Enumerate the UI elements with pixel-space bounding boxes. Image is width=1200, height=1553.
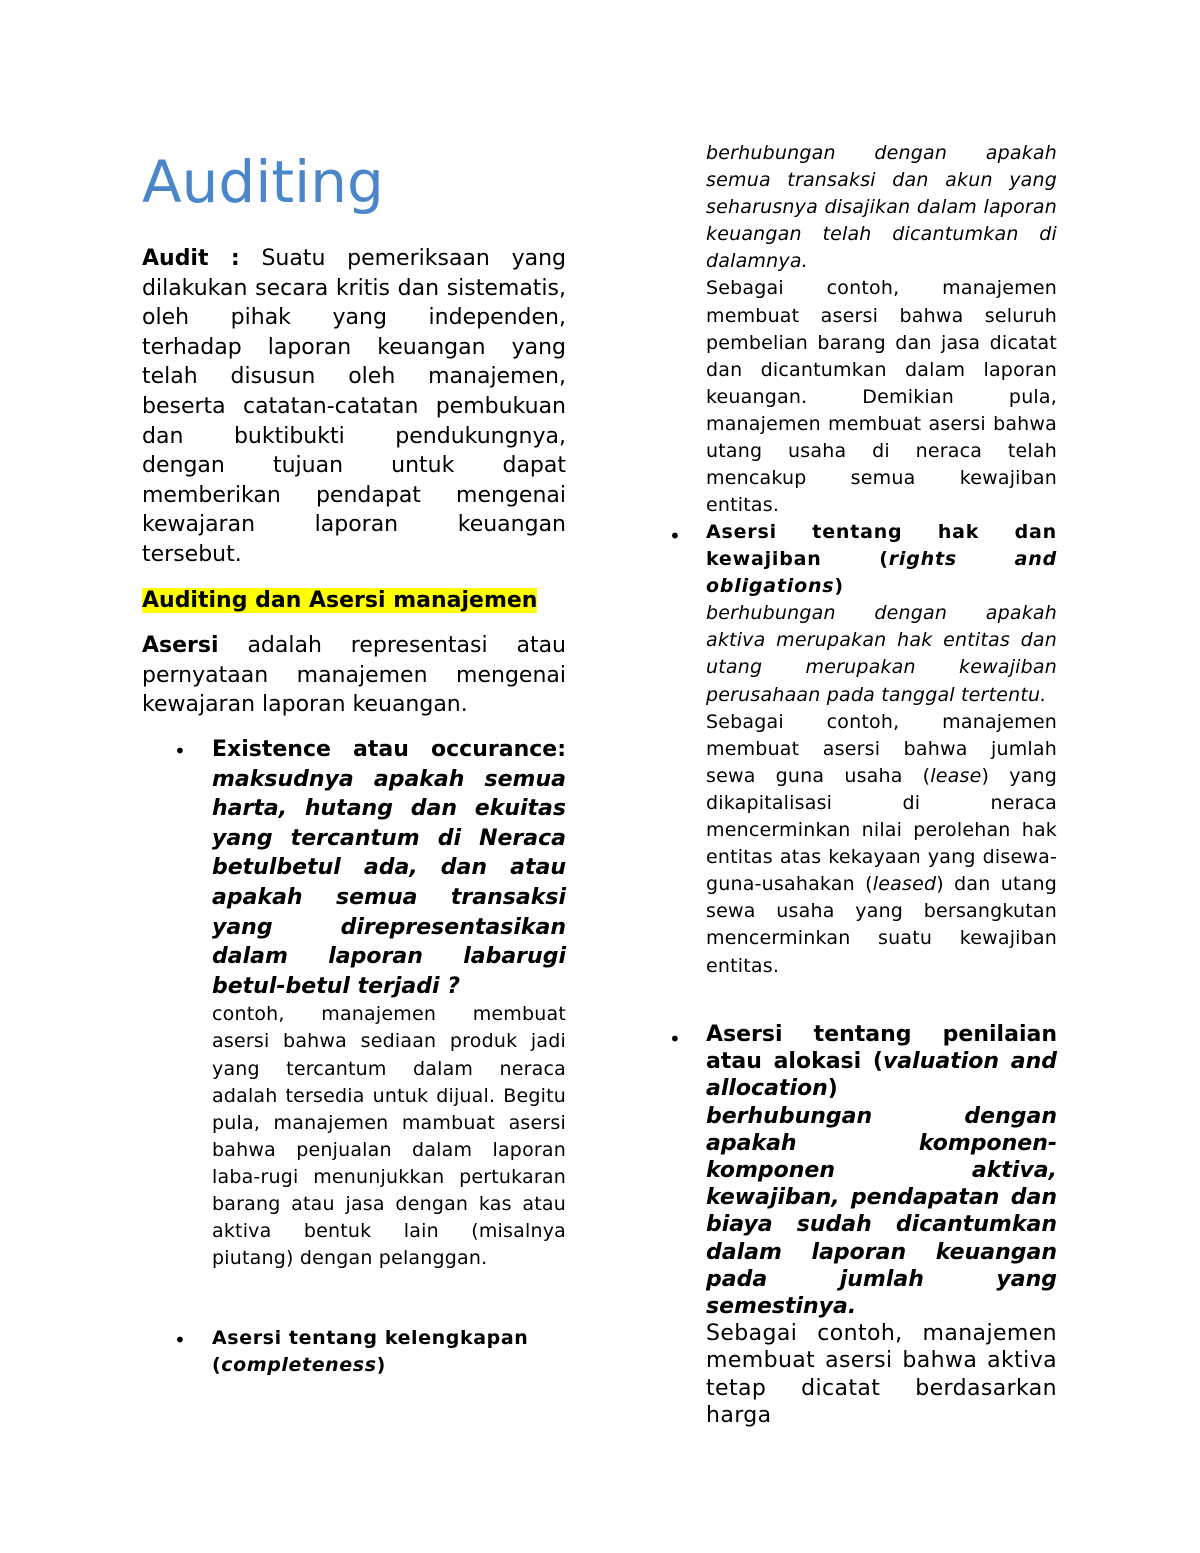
asersi-definition-text: adalah representasi atau pernyataan manajemen mengenai kewajaran laporan keuangan. <box>142 633 567 718</box>
completeness-example: Sebagai contoh, manajemen membuat asersi bahwa seluruh pembelian barang dan jasa dicatat dan dicantumkan dalam laporan keuangan. Demikian pula, manajemen membuat asersi bahwa utang usaha di neraca telah mencakup semua kewajiban entitas. <box>706 277 1057 517</box>
valuation-description: berhubungan dengan apakah komponen-komponen aktiva, kewajiban, pendapatan dan biaya sudah dicantumkan dalam laporan keuangan pada jumlah yang semestinya. <box>706 1103 1057 1320</box>
list-item-completeness <box>212 1325 566 1379</box>
bullet-icon: • <box>669 1027 681 1051</box>
bullet-icon: • <box>174 739 186 763</box>
existence-heading: Existence atau occurance: <box>212 737 566 762</box>
bullet-icon: • <box>174 1328 186 1352</box>
list-item-valuation <box>669 1021 1057 1429</box>
rights-description: berhubungan dengan apakah aktiva merupakan hak entitas dan utang merupakan kewajiban perusahaan pada tanggal tertentu. <box>706 602 1057 706</box>
valuation-term: valuation and allocation <box>706 1049 1057 1102</box>
valuation-example: Sebagai contoh, manajemen membuat asersi bahwa aktiva tetap dicatat berdasarkan harga <box>706 1321 1057 1428</box>
asersi-term: Asersi <box>142 633 219 658</box>
audit-definition-text: Suatu pemeriksaan yang dilakukan secara kritis dan sistematis, oleh pihak yang independen, terhadap laporan keuangan yang telah disusun oleh manajemen, beserta catatan-catatan pembukuan dan buktibukti pendukungnya, dengan tujuan untuk dapat memberikan pendapat mengenai kewajaran laporan keuangan tersebut. <box>142 246 566 567</box>
page-title: Auditing <box>142 148 384 216</box>
audit-term: Audit : <box>142 246 240 271</box>
valuation-heading: Asersi tentang penilaian atau alokasi (valuation and allocation) <box>706 1022 1057 1102</box>
rights-term: rights and obligations <box>706 548 1057 598</box>
rights-example: Sebagai contoh, manajemen membuat asersi bahwa jumlah sewa guna usaha (lease) yang dikapitalisasi di neraca mencerminkan nilai perolehan hak entitas atas kekayaan yang disewa-guna-usahakan (leased) dan utang sewa usaha yang bersangkutan mencerminkan suatu kewajiban entitas. <box>706 710 1057 977</box>
existence-description: maksudnya apakah semua harta, hutang dan ekuitas yang tercantum di Neraca betulbetul ada, dan atau apakah semua transaksi yang direpresentasikan dalam laporan labarugi betul-betul terjadi ? <box>212 766 566 999</box>
audit-definition <box>142 244 566 570</box>
list-item-existence <box>212 735 566 1272</box>
section-heading: Auditing dan Asersi manajemen <box>142 588 538 613</box>
existence-example: contoh, manajemen membuat asersi bahwa sediaan produk jadi yang tercantum dalam neraca adalah tersedia untuk dijual. Begitu pula, manajemen mambuat asersi bahwa penjualan dalam laporan laba-rugi menunjukkan pertukaran barang atau jasa dengan kas atau aktiva bentuk lain (misalnya piutang) dengan pelanggan. <box>212 1003 566 1270</box>
rights-heading: Asersi tentang hak dan kewajiban (rights and obligations) <box>706 521 1057 598</box>
completeness-term: completeness <box>221 1354 377 1377</box>
completeness-heading: Asersi tentang kelengkapan (completeness) <box>212 1327 529 1377</box>
list-item-rights <box>669 519 1057 980</box>
completeness-continued <box>706 140 1057 519</box>
existence-text <box>212 735 566 1001</box>
asersi-definition <box>142 631 566 720</box>
completeness-description: berhubungan dengan apakah semua transaksi dan akun yang seharusnya disajikan dalam laporan keuangan telah dicantumkan di dalamnya. <box>706 142 1057 273</box>
bullet-icon: • <box>669 524 681 548</box>
